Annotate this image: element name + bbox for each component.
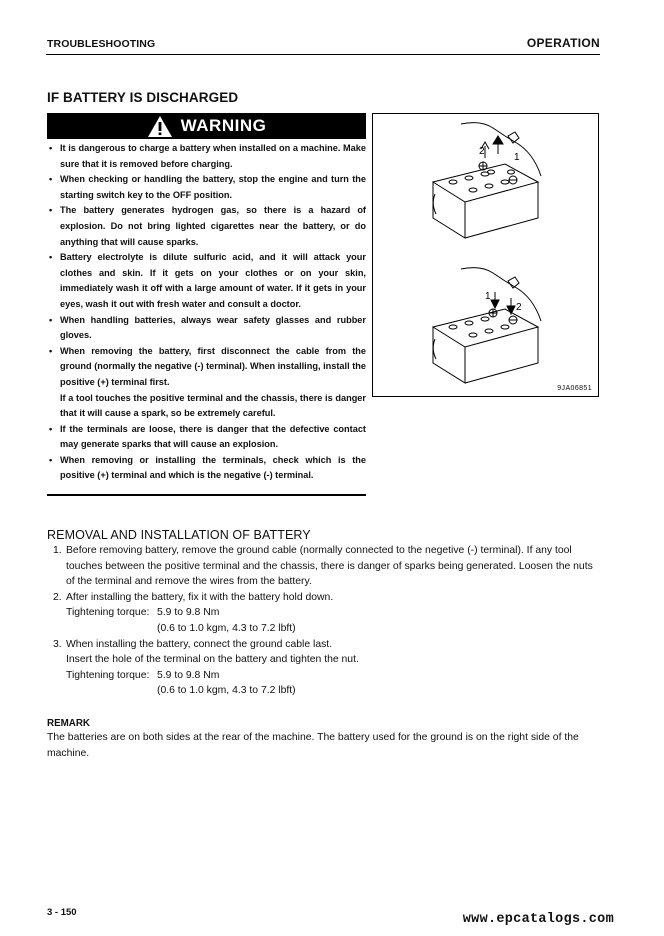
warning-item: • When removing the battery, first disconnect the cable from the ground (normally the negative (-) terminal). When installing, install the positive (+) terminal first. If a tool touches the positive terminal and the chassis, there is danger that it will cause a spark, so be extremely careful.	[47, 344, 366, 422]
fig-bottom-callout-2: 2	[516, 302, 522, 313]
fig-bottom-callout-1: 1	[485, 291, 491, 302]
page-number: 3 - 150	[47, 907, 77, 918]
remark-text: The batteries are on both sides at the rear of the machine. The battery used for the ground is on the right side of the machine.	[47, 732, 579, 759]
warning-item: • When removing or installing the terminals, check which is the positive (+) terminal and which is the negative (-) terminal.	[47, 453, 366, 484]
warning-item: • If the terminals are loose, there is danger that the defective contact may generate sparks that will cause an explosion.	[47, 422, 366, 453]
warning-item: • When checking or handling the battery, stop the engine and turn the starting switch key to the OFF position.	[47, 172, 366, 203]
warning-item: • Battery electrolyte is dilute sulfuric acid, and it will attack your clothes and skin. If it gets on your clothes or on your skin, immediately wash it off with a large amount of water. If it gets in your eyes, wash it out with fresh water and consult a doctor.	[47, 250, 366, 312]
page-title: IF BATTERY IS DISCHARGED	[47, 90, 239, 105]
step-number: 2.	[53, 591, 62, 603]
step-text-2: Insert the hole of the terminal on the battery and tighten the nut.	[66, 654, 359, 666]
fig-top-callout-2: 2	[479, 146, 485, 157]
header-chapter: OPERATION	[526, 36, 600, 50]
header-section: TROUBLESHOOTING	[47, 38, 156, 50]
warning-banner	[47, 113, 366, 139]
warning-list	[47, 141, 366, 484]
step-text: Before removing battery, remove the ground cable (normally connected to the negetive (-) terminal). If any tool touches between the positive terminal and the chassis, there is danger of sparks being generated. Loosen the nuts of the terminal and remove the wires from the battery.	[66, 545, 593, 588]
step-text: After installing the battery, fix it with the battery hold down.	[66, 591, 334, 603]
battery-figure	[372, 113, 599, 397]
step-2	[47, 590, 600, 637]
torque-value: 5.9 to 9.8 Nm	[157, 669, 220, 681]
warning-item: • The battery generates hydrogen gas, so there is a hazard of explosion. Do not bring lighted cigarettes near the battery, or do anything that will cause sparks.	[47, 203, 366, 250]
warning-label: WARNING	[180, 116, 267, 135]
removal-steps	[47, 543, 600, 699]
warning-item: • When handling batteries, always wear safety glasses and rubber gloves.	[47, 313, 366, 344]
warning-triangle-icon	[147, 115, 173, 138]
step-number: 3.	[53, 638, 62, 650]
figure-code: 9JA06851	[557, 385, 592, 392]
step-number: 1.	[53, 545, 62, 556]
battery-illustration	[373, 114, 598, 384]
step-3	[47, 637, 600, 699]
removal-title: REMOVAL AND INSTALLATION OF BATTERY	[47, 528, 311, 542]
warning-item: • It is dangerous to charge a battery when installed on a machine. Make sure that it is removed before charging.	[47, 141, 366, 172]
torque-alt: (0.6 to 1.0 kgm, 4.3 to 7.2 lbft)	[157, 622, 296, 634]
header-rule	[46, 54, 600, 55]
step-1	[47, 543, 600, 590]
warning-bottom-rule	[47, 494, 366, 496]
remark-heading: REMARK	[47, 718, 90, 729]
torque-row	[66, 668, 600, 684]
torque-value: 5.9 to 9.8 Nm	[157, 607, 220, 619]
step-text: When installing the battery, connect the ground cable last.	[66, 638, 333, 650]
watermark-link[interactable]: www.epcatalogs.com	[462, 912, 614, 927]
torque-alt: (0.6 to 1.0 kgm, 4.3 to 7.2 lbft)	[157, 685, 296, 697]
warning-item-continuation: If a tool touches the positive terminal and the chassis, there is danger that it will cause a spark, so be extremely careful.	[60, 392, 366, 419]
torque-row	[66, 605, 600, 621]
torque-label: Tightening torque:	[66, 669, 150, 681]
torque-label: Tightening torque:	[66, 607, 150, 619]
fig-top-callout-1: 1	[514, 152, 520, 163]
